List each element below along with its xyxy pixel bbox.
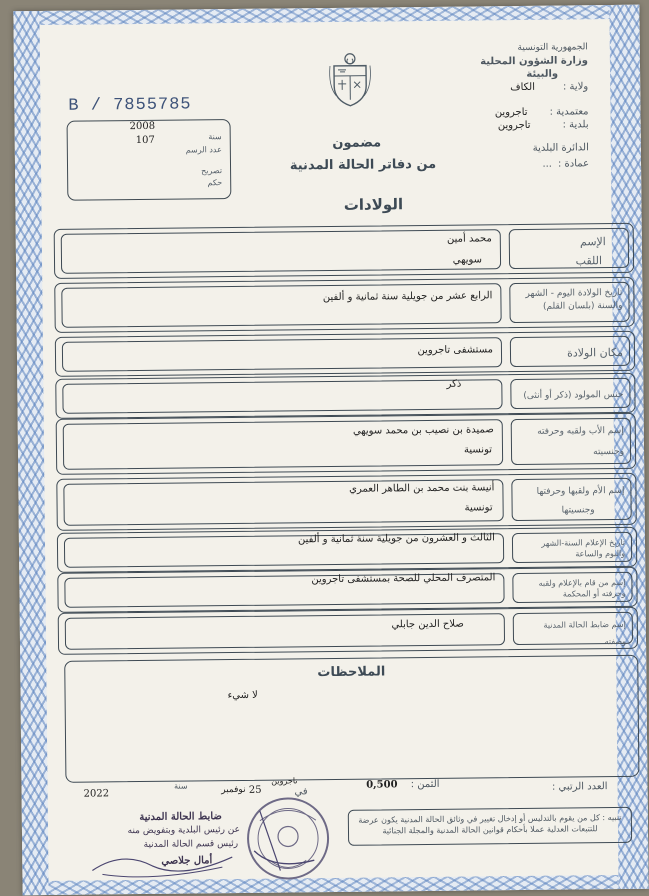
signature-department: رئيس قسم الحالة المدنية — [143, 838, 239, 850]
mother-label-line1: إسم الأم ولقبها وحرفتها — [536, 485, 625, 497]
district-label: الدائرة البلدية — [532, 142, 589, 154]
officer-signature-block — [82, 809, 243, 881]
serial-number: B / 7855785 — [68, 95, 192, 116]
municipality-label: بلدية : — [562, 119, 589, 131]
officer-label-line2: وصفته — [604, 636, 627, 647]
tunisia-coat-of-arms-icon — [326, 52, 375, 108]
field-officer-value — [65, 613, 505, 650]
signature-scribble-icon — [82, 839, 242, 881]
legal-notice: تنبيه : كل من يقوم بالتدليس أو إدخال تغيير في وثائق الحالة المدنية يكون عرضة للتتبعات العدلية عملا بأحكام قوانين الحالة المدنية والمجلة الجنائية — [348, 807, 632, 846]
municipality-value: تاجروين — [497, 119, 531, 132]
field-declarant — [57, 567, 637, 613]
field-declaration-date — [57, 527, 637, 573]
field-birth-place-label: مكان الولادة — [510, 336, 630, 367]
field-birth-place-value — [62, 337, 502, 372]
registry-box — [67, 119, 232, 201]
field-father — [56, 413, 637, 475]
surname-value: سويهي — [452, 254, 483, 266]
official-stamp-icon — [240, 790, 337, 887]
officer-value: صلاح الدين جابلي — [391, 618, 464, 631]
issue-month: نوفمبر — [221, 784, 246, 796]
wilaya-value: الكاف — [510, 81, 536, 94]
birth-date-value: الرابع عشر من جويلية سنة ثمانية و ألفين — [322, 290, 493, 304]
field-birth-date — [54, 277, 634, 333]
issue-year: 2022 — [83, 788, 110, 800]
field-declaration-date-label: تاريخ الإعلام السنة-الشهر واليوم والساعة — [512, 532, 632, 563]
government-header — [428, 41, 589, 172]
field-birth-date-value — [61, 283, 501, 328]
issue-day: 25 — [248, 784, 262, 796]
registry-judgment-label: حكم — [207, 178, 223, 188]
officer-label-line1: إسم ضابط الحالة المدنية — [543, 619, 626, 630]
delegation-value: تاجروين — [494, 106, 528, 119]
municipality-row — [429, 118, 589, 133]
field-mother-label — [511, 478, 631, 521]
imada-value: ... — [542, 158, 553, 170]
mother-name-value: أنيسة بنت محمد بن الطاهر العمري — [349, 482, 495, 495]
field-sex-label: جنس المولود (ذكر أو أنثى) — [510, 378, 630, 409]
birth-place-value: مستشفى تاجروين — [417, 344, 494, 357]
surname-label: اللقب — [575, 254, 603, 268]
first-name-label: الإسم — [579, 235, 606, 249]
field-sex-value — [62, 379, 502, 414]
father-label-line2: وجنسيته — [593, 446, 625, 458]
field-name-label — [509, 228, 629, 269]
receipt-number-label: العدد الرتبي : — [551, 781, 608, 793]
sex-value: ذكر — [446, 378, 462, 390]
field-name — [54, 223, 634, 279]
title-births: الولادات — [343, 195, 404, 214]
father-nationality-value: تونسية — [463, 444, 493, 456]
birth-certificate-page — [13, 5, 648, 896]
mother-nationality-value: تونسية — [464, 502, 493, 514]
signature-delegation: عن رئيس البلدية وبتفويض منه — [127, 824, 241, 837]
field-sex — [55, 373, 635, 419]
registry-year-value: 2008 — [129, 120, 156, 133]
imada-label: عمادة : — [557, 158, 590, 170]
registry-number-label: عدد الرسم — [185, 145, 222, 155]
field-officer-label — [513, 612, 633, 645]
mother-label-line2: وجنسيتها — [561, 505, 595, 516]
republic-name: الجمهورية التونسية — [517, 42, 588, 54]
father-label-line1: إسم الأب ولقبه وحرفته — [537, 425, 624, 437]
field-mother-value — [63, 479, 503, 526]
field-birth-date-label: تاريخ الولادة اليوم - الشهر والسنة (بلسان القلم) — [509, 282, 629, 323]
wilaya-label: ولاية : — [562, 81, 589, 93]
field-mother — [56, 473, 637, 531]
signature-title: ضابط الحالة المدنية — [139, 811, 222, 824]
signature-officer-name: أمال جلاصي — [161, 855, 213, 867]
registry-year-label: سنة — [208, 132, 222, 142]
field-declarant-value — [64, 573, 504, 608]
field-father-value — [63, 419, 503, 470]
wilaya-row — [428, 80, 588, 95]
ministry-line-2: والبيئة — [526, 68, 559, 80]
field-officer — [58, 607, 638, 655]
issue-year-label: سنة — [174, 781, 188, 791]
remarks-value: لا شيء — [227, 689, 258, 702]
price-label: الثمن : — [410, 778, 440, 791]
title-extract: مضمون — [332, 135, 382, 151]
declaration-date-value: الثالث و العشرون من جويلية سنة ثمانية و ألفين — [297, 532, 495, 546]
price-value: 0,500 — [366, 779, 398, 791]
registry-declaration-label: تصريح — [201, 166, 223, 176]
field-declarant-label: إسم من قام بالإعلام ولقبه وحرفته أو المحكمة — [512, 572, 632, 603]
declarant-value: المتصرف المحلي للصحة بمستشفى تاجروين — [311, 572, 496, 586]
issue-day-prefix: في — [294, 786, 308, 798]
registry-number-value: 107 — [135, 134, 155, 147]
first-name-value: محمد أمين — [446, 233, 492, 245]
title-civil-registry: من دفاتر الحالة المدنية — [289, 156, 437, 174]
delegation-label: معتمدية : — [549, 106, 589, 118]
ministry-line-1: وزارة الشؤون المحلية — [480, 55, 588, 68]
field-name-value — [61, 229, 501, 274]
remarks-heading: الملاحظات — [317, 664, 386, 681]
field-birth-place — [55, 331, 635, 377]
issue-place: تاجروين — [271, 776, 298, 786]
field-declaration-date-value — [64, 533, 504, 568]
father-name-value: صميدة بن نصيب بن محمد سويهي — [352, 424, 494, 437]
field-father-label — [511, 418, 631, 465]
